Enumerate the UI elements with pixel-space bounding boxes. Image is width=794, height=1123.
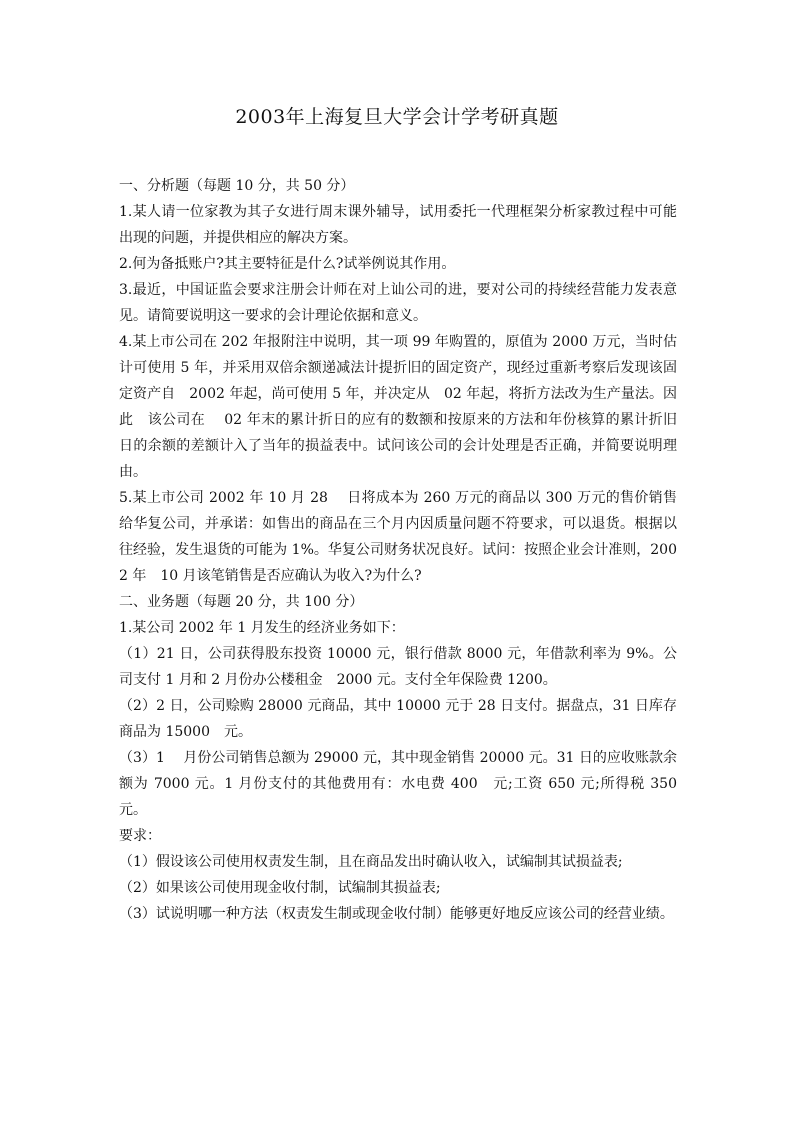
business-item-3: （3）1 月份公司销售总额为 29000 元，其中现金销售 20000 元。31 日的应收账款余额为 7000 元。1 月份支付的其他费用有：水电费 400 元;工资 650 元;所得税 350 元。: [119, 750, 677, 818]
business-question-intro: 1.某公司 2002 年 1 月发生的经济业务如下：: [119, 620, 405, 636]
requirement-3: （3）试说明哪一种方法（权责发生制或现金收付制）能够更好地反应该公司的经营业绩。: [119, 906, 674, 922]
section2-heading: 二、业务题（每题 20 分，共 100 分）: [119, 594, 364, 610]
document-body: [119, 173, 677, 927]
business-item-2: （2）2 日，公司赊购 28000 元商品，其中 10000 元于 28 日支付。据盘点，31 日库存商品为 15000 元。: [119, 698, 677, 740]
requirement-2: （2）如果该公司使用现金收付制，试编制其损益表;: [119, 880, 441, 896]
question-3: 3.最近，中国证监会要求注册会计师在对上讪公司的进，要对公司的持续经营能力发表意见。请简要说明这一要求的会计理论依据和意义。: [119, 282, 677, 324]
requirement-1: （1）假设该公司使用权责发生制，且在商品发出时确认收入，试编制其试损益表;: [119, 854, 623, 870]
question-4: 4.某上市公司在 202 年报附注中说明，其一项 99 年购置的，原值为 2000 万元，当时估计可使用 5 年，并采用双倍余额递减法计提折旧的固定资产，现经过重新考察后发现该固定资产自 2002 年起，尚可使用 5 年，并决定从 02 年起，将折方法改为生产量法。因此 该公司在 02 年末的累计折日的应有的数额和按原来的方法和年份核算的累计折旧日的余额的差额计入了当年的损益表中。试问该公司的会计处理是否正确，并简要说明理由。: [119, 334, 677, 480]
business-item-1: （1）21 日，公司获得股东投资 10000 元，银行借款 8000 元，年借款利率为 9%。公司支付 1 月和 2 月份办公楼租金 2000 元。支付全年保险费 1200。: [119, 646, 677, 688]
question-2: 2.何为备抵账户?其主要特征是什么?试举例说其作用。: [119, 256, 456, 272]
question-5: 5.某上市公司 2002 年 10 月 28 日将成本为 260 万元的商品以 300 万元的售价销售给华复公司，并承诺：如售出的商品在三个月内因质量问题不符要求，可以退货。根据以往经验，发生退货的可能为 1%。华复公司财务状况良好。试问：按照企业会计准则，2002 年 10 月该笔销售是否应确认为收入?为什么?: [119, 490, 677, 584]
page-title: 2003年上海复旦大学会计学考研真题: [235, 106, 559, 128]
question-1: 1.某人请一位家教为其子女进行周末课外辅导，试用委托一代理框架分析家教过程中可能出现的问题，并提供相应的解决方案。: [119, 204, 677, 246]
section1-heading: 一、分析题（每题 10 分，共 50 分）: [119, 178, 355, 194]
requirements-label: 要求：: [119, 828, 161, 844]
